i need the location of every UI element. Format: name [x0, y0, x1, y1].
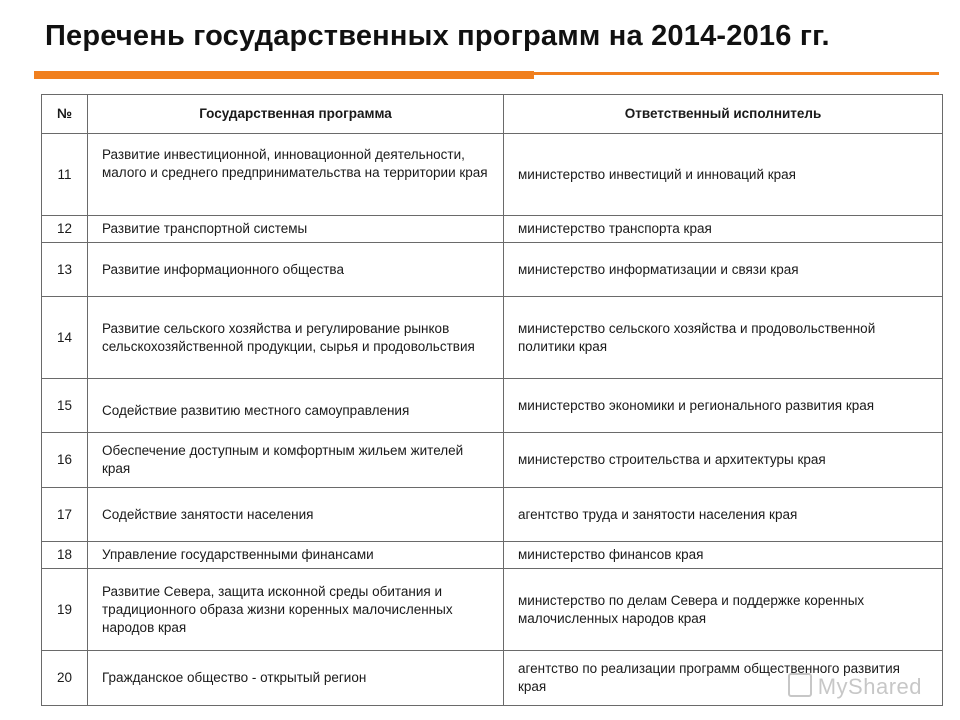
executor-name: министерство информатизации и связи края: [504, 243, 943, 297]
watermark: [788, 673, 922, 700]
row-number: 16: [42, 433, 88, 488]
executor-name: министерство экономики и регионального развития края: [504, 379, 943, 433]
program-name: Развитие инвестиционной, инновационной деятельности, малого и среднего предпринимательства на территории края: [88, 134, 504, 216]
table-row: [42, 433, 943, 488]
title-underline-thick: [34, 71, 534, 79]
column-header-number: №: [42, 95, 88, 134]
row-number: 11: [42, 134, 88, 216]
row-number: 17: [42, 488, 88, 542]
program-name: Развитие информационного общества: [88, 243, 504, 297]
row-number: 18: [42, 542, 88, 569]
table-row: [42, 379, 943, 433]
executor-name: министерство сельского хозяйства и продовольственной политики края: [504, 297, 943, 379]
table-row: [42, 243, 943, 297]
row-number: 20: [42, 651, 88, 706]
column-header-program: Государственная программа: [88, 95, 504, 134]
title-underline-thin: [534, 72, 939, 75]
row-number: 12: [42, 216, 88, 243]
column-header-executor: Ответственный исполнитель: [504, 95, 943, 134]
executor-name: министерство по делам Севера и поддержке коренных малочисленных народов края: [504, 569, 943, 651]
program-name: Управление государственными финансами: [88, 542, 504, 569]
executor-name: министерство транспорта края: [504, 216, 943, 243]
executor-name: министерство инвестиций и инноваций края: [504, 134, 943, 216]
program-name: Обеспечение доступным и комфортным жильем жителей края: [88, 433, 504, 488]
page-title: Перечень государственных программ на 2014-2016 гг.: [45, 20, 830, 52]
program-name: Развитие транспортной системы: [88, 216, 504, 243]
program-name: Гражданское общество - открытый регион: [88, 651, 504, 706]
table-row: [42, 488, 943, 542]
program-name: Развитие Севера, защита исконной среды обитания и традиционного образа жизни коренных малочисленных народов края: [88, 569, 504, 651]
executor-name: министерство строительства и архитектуры края: [504, 433, 943, 488]
row-number: 13: [42, 243, 88, 297]
table-header-row: [42, 95, 943, 134]
row-number: 14: [42, 297, 88, 379]
executor-name: агентство труда и занятости населения края: [504, 488, 943, 542]
executor-name: министерство финансов края: [504, 542, 943, 569]
program-name: Развитие сельского хозяйства и регулирование рынков сельскохозяйственной продукции, сырья и продовольствия: [88, 297, 504, 379]
table-row: [42, 542, 943, 569]
program-name: Содействие занятости населения: [88, 488, 504, 542]
executor-name: агентство по реализации программ общественного развития края: [504, 651, 943, 706]
program-name: Содействие развитию местного самоуправления: [88, 379, 504, 433]
watermark-logo-icon: [788, 673, 812, 697]
table-row: [42, 569, 943, 651]
programs-table: [41, 94, 943, 706]
watermark-text: MyShared: [817, 674, 922, 699]
table-row: [42, 134, 943, 216]
row-number: 19: [42, 569, 88, 651]
table-row: [42, 297, 943, 379]
table-row: [42, 216, 943, 243]
row-number: 15: [42, 379, 88, 433]
